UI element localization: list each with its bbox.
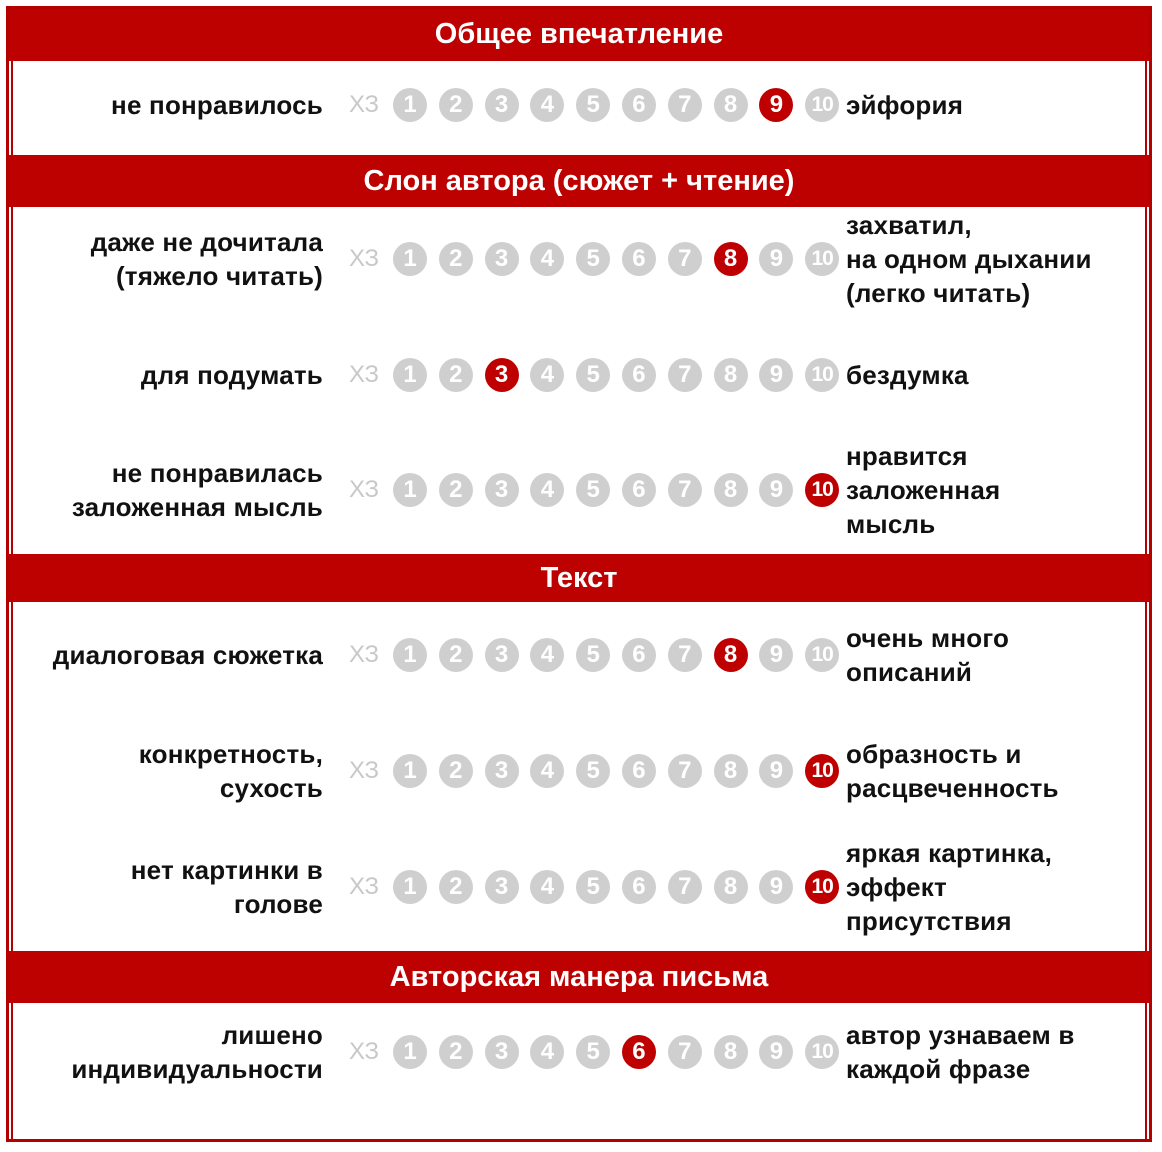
label-line: не понравилась <box>111 458 323 488</box>
high-end-label <box>846 88 963 122</box>
rating-option[interactable]: 2 <box>439 638 473 672</box>
label-line: даже не дочитала <box>90 227 323 257</box>
label-line: каждой фразе <box>846 1054 1031 1084</box>
rating-option[interactable]: 7 <box>668 88 702 122</box>
label-line: образность и <box>846 739 1022 769</box>
label-line: диалоговая сюжетка <box>52 640 323 670</box>
rating-option-selected[interactable]: 9 <box>759 88 793 122</box>
rating-option-selected[interactable]: 8 <box>714 638 748 672</box>
rating-option[interactable]: 4 <box>530 473 564 507</box>
label-line: индивидуальности <box>71 1054 323 1084</box>
label-line: (легко читать) <box>846 278 1031 308</box>
label-line: голове <box>233 889 323 919</box>
high-end-label <box>846 1018 1075 1086</box>
rating-option[interactable]: 5 <box>576 870 610 904</box>
rating-option[interactable]: 4 <box>530 870 564 904</box>
rating-option[interactable]: 9 <box>759 870 793 904</box>
rating-option[interactable]: 5 <box>576 242 610 276</box>
section-title: Авторская манера письма <box>389 961 769 993</box>
rating-option[interactable]: 4 <box>530 638 564 672</box>
rating-option-selected[interactable]: 8 <box>714 242 748 276</box>
high-end-label <box>846 836 1052 938</box>
section-title: Слон автора (сюжет + чтение) <box>363 165 795 197</box>
dont-know-option[interactable]: ХЗ <box>349 641 379 668</box>
rating-option[interactable]: 1 <box>393 754 427 788</box>
label-line: нет картинки в <box>130 855 323 885</box>
label-line: лишено <box>221 1020 323 1050</box>
rating-option[interactable]: 7 <box>668 1035 702 1069</box>
rating-option[interactable]: 2 <box>439 870 473 904</box>
low-end-label <box>71 1018 323 1086</box>
label-line: автор узнаваем в <box>846 1020 1075 1050</box>
high-end-label <box>846 358 969 392</box>
rating-scale <box>346 471 851 509</box>
rating-option[interactable]: 4 <box>530 88 564 122</box>
section-header-style <box>9 951 1149 1003</box>
label-line: заложенная мысль <box>71 492 323 522</box>
rating-scale <box>346 1033 851 1071</box>
rating-option[interactable]: 2 <box>439 88 473 122</box>
low-end-label <box>141 358 323 392</box>
label-line: описаний <box>846 657 973 687</box>
label-line: бездумка <box>846 360 969 390</box>
rating-option[interactable]: 7 <box>668 870 702 904</box>
label-line: конкретность, <box>138 739 323 769</box>
label-line: нравится <box>846 441 968 471</box>
rating-option[interactable]: 9 <box>759 638 793 672</box>
rating-option[interactable]: 5 <box>576 754 610 788</box>
high-end-label <box>846 439 1000 541</box>
rating-option[interactable]: 10 <box>805 242 839 276</box>
low-end-label <box>53 638 323 672</box>
section-header-overall <box>9 9 1149 61</box>
rating-option[interactable]: 5 <box>576 1035 610 1069</box>
rating-option[interactable]: 7 <box>668 358 702 392</box>
rating-option[interactable]: 5 <box>576 88 610 122</box>
label-line: сухость <box>219 773 323 803</box>
low-end-label <box>111 88 323 122</box>
section-header-text <box>9 554 1149 602</box>
rating-option[interactable]: 4 <box>530 242 564 276</box>
rating-option[interactable]: 6 <box>622 754 656 788</box>
label-line: очень много <box>846 623 1010 653</box>
rating-option[interactable]: 9 <box>759 358 793 392</box>
rating-option-selected[interactable]: 6 <box>622 1035 656 1069</box>
label-line: захватил, <box>846 210 972 240</box>
rating-option[interactable]: 7 <box>668 242 702 276</box>
rating-option[interactable]: 6 <box>622 242 656 276</box>
rating-option[interactable]: 4 <box>530 358 564 392</box>
rating-option[interactable]: 10 <box>805 358 839 392</box>
label-line: эффект <box>846 872 947 902</box>
rating-option[interactable]: 10 <box>805 638 839 672</box>
rating-option[interactable]: 6 <box>622 88 656 122</box>
rating-card <box>6 6 1152 1142</box>
rating-option[interactable]: 5 <box>576 638 610 672</box>
label-line: яркая картинка, <box>846 838 1053 868</box>
rating-option[interactable]: 8 <box>714 473 748 507</box>
high-end-label <box>846 208 1092 310</box>
rating-option[interactable]: 3 <box>485 638 519 672</box>
section-title: Общее впечатление <box>434 18 724 50</box>
low-end-label <box>91 225 323 293</box>
dont-know-option[interactable]: ХЗ <box>349 1038 379 1065</box>
rating-option[interactable]: 8 <box>714 358 748 392</box>
rating-option[interactable]: 5 <box>576 473 610 507</box>
low-end-label <box>139 737 323 805</box>
rating-option[interactable]: 6 <box>622 473 656 507</box>
label-line: заложенная <box>846 475 1001 505</box>
rating-option[interactable]: 7 <box>668 754 702 788</box>
rating-option[interactable]: 3 <box>485 88 519 122</box>
dont-know-option[interactable]: ХЗ <box>349 757 379 784</box>
rating-option[interactable]: 8 <box>714 870 748 904</box>
section-header-author <box>9 155 1149 207</box>
rating-option[interactable]: 8 <box>714 754 748 788</box>
rating-option[interactable]: 6 <box>622 358 656 392</box>
rating-option[interactable]: 9 <box>759 1035 793 1069</box>
rating-option[interactable]: 4 <box>530 754 564 788</box>
dont-know-option[interactable]: ХЗ <box>349 91 379 118</box>
dont-know-option[interactable]: ХЗ <box>349 361 379 388</box>
label-line: для подумать <box>140 360 323 390</box>
label-line: эйфория <box>846 90 964 120</box>
dont-know-option[interactable]: ХЗ <box>349 245 379 272</box>
rating-option[interactable]: 4 <box>530 1035 564 1069</box>
high-end-label <box>846 737 1059 805</box>
dont-know-option[interactable]: ХЗ <box>349 873 379 900</box>
rating-option[interactable]: 1 <box>393 242 427 276</box>
rating-option[interactable]: 1 <box>393 870 427 904</box>
rating-scale <box>346 752 851 790</box>
label-line: на одном дыхании <box>846 244 1092 274</box>
rating-option[interactable]: 2 <box>439 473 473 507</box>
section-title: Текст <box>540 562 618 594</box>
rating-option-selected[interactable]: 10 <box>805 870 839 904</box>
rating-option[interactable]: 1 <box>393 1035 427 1069</box>
rating-option[interactable]: 2 <box>439 242 473 276</box>
rating-option[interactable]: 6 <box>622 870 656 904</box>
rating-option[interactable]: 3 <box>485 870 519 904</box>
rating-option[interactable]: 3 <box>485 242 519 276</box>
rating-option[interactable]: 8 <box>714 88 748 122</box>
rating-option[interactable]: 1 <box>393 358 427 392</box>
rating-option[interactable]: 8 <box>714 1035 748 1069</box>
rating-option[interactable]: 10 <box>805 1035 839 1069</box>
label-line: (тяжело читать) <box>115 261 323 291</box>
rating-scale <box>346 356 851 394</box>
rating-option-selected[interactable]: 10 <box>805 473 839 507</box>
rating-option[interactable]: 2 <box>439 754 473 788</box>
rating-option[interactable]: 6 <box>622 638 656 672</box>
rating-scale <box>346 240 851 278</box>
rating-option[interactable]: 3 <box>485 473 519 507</box>
label-line: не понравилось <box>111 90 323 120</box>
rating-option[interactable]: 7 <box>668 473 702 507</box>
rating-scale <box>346 86 851 124</box>
high-end-label <box>846 621 1009 689</box>
rating-option[interactable]: 2 <box>439 1035 473 1069</box>
rating-option[interactable]: 5 <box>576 358 610 392</box>
rating-option[interactable]: 3 <box>485 1035 519 1069</box>
label-line: расцвеченность <box>846 773 1059 803</box>
rating-scale <box>346 868 851 906</box>
rating-option[interactable]: 1 <box>393 473 427 507</box>
rating-option[interactable]: 1 <box>393 88 427 122</box>
low-end-label <box>72 456 323 524</box>
rating-option[interactable]: 2 <box>439 358 473 392</box>
rating-option[interactable]: 10 <box>805 88 839 122</box>
label-line: мысль <box>846 509 936 539</box>
rating-option-selected[interactable]: 10 <box>805 754 839 788</box>
low-end-label <box>131 853 323 921</box>
rating-option[interactable]: 3 <box>485 754 519 788</box>
rating-option[interactable]: 9 <box>759 754 793 788</box>
label-line: присутствия <box>846 906 1012 936</box>
rating-option[interactable]: 1 <box>393 638 427 672</box>
rating-option[interactable]: 9 <box>759 242 793 276</box>
rating-option[interactable]: 9 <box>759 473 793 507</box>
rating-option-selected[interactable]: 3 <box>485 358 519 392</box>
rating-option[interactable]: 7 <box>668 638 702 672</box>
dont-know-option[interactable]: ХЗ <box>349 476 379 503</box>
rating-scale <box>346 636 851 674</box>
